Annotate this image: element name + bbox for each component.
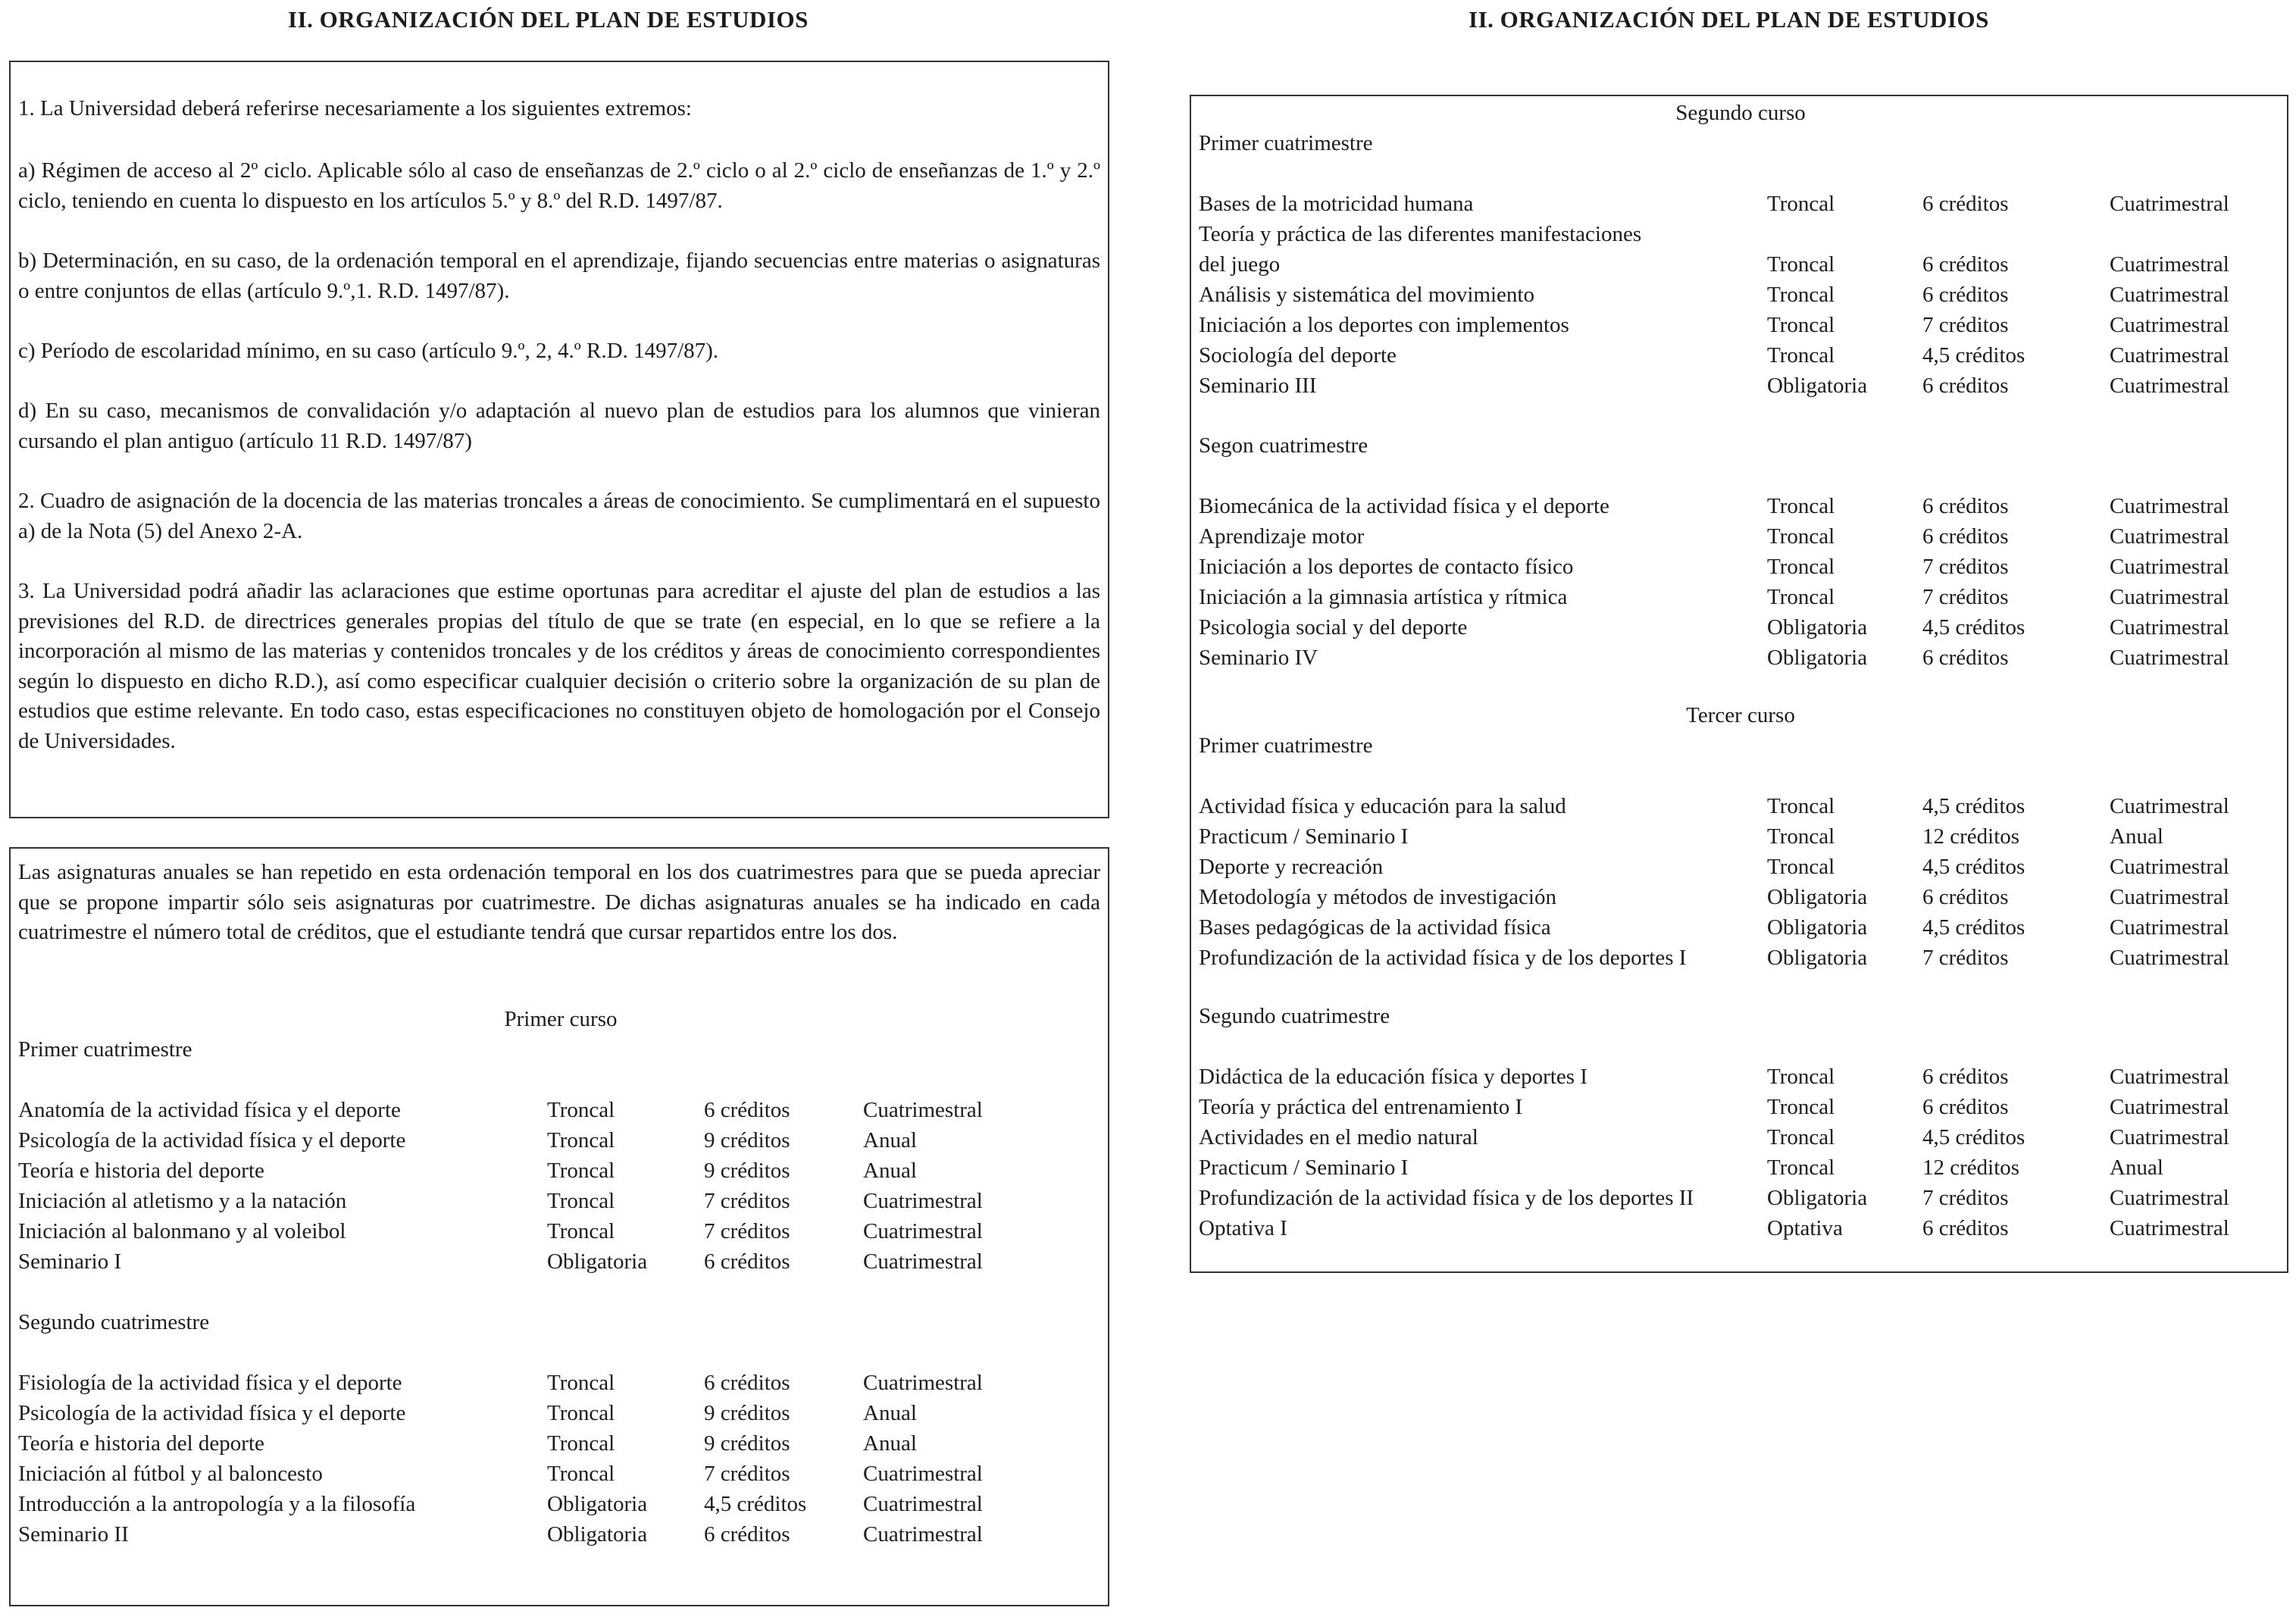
course-type: Troncal <box>547 1128 615 1152</box>
course-credits: 6 créditos <box>704 1522 790 1547</box>
course-row <box>1191 552 2287 582</box>
course-subject: Practicum / Seminario I <box>1199 1156 1409 1180</box>
course-period: Cuatrimestral <box>2110 555 2229 579</box>
course-subject: Optativa I <box>1199 1216 1287 1240</box>
course-type: Troncal <box>547 1371 615 1395</box>
course-row <box>1191 189 2287 219</box>
course-subject: Psicologia social y del deporte <box>1199 615 1468 640</box>
course-subject: Profundización de la actividad física y de los deportes II <box>1199 1186 1694 1210</box>
course-subject: Fisiología de la actividad física y el deporte <box>18 1371 402 1395</box>
course-period: Cuatrimestral <box>863 1219 983 1243</box>
course-type: Obligatoria <box>1767 646 1868 670</box>
course-row <box>11 1216 1108 1246</box>
first-semester-title: Primer cuatrimestre <box>18 1037 192 1062</box>
course-row <box>1191 582 2287 612</box>
course-period: Cuatrimestral <box>2110 1065 2229 1089</box>
course-period: Anual <box>2110 824 2163 849</box>
course-credits: 9 créditos <box>704 1401 790 1425</box>
course-subject: Introducción a la antropología y a la filosofía <box>18 1492 416 1516</box>
instructions-box <box>9 61 1109 818</box>
course-period: Cuatrimestral <box>2110 794 2229 818</box>
course-row <box>11 1398 1108 1428</box>
course-credits: 7 créditos <box>1922 313 2009 337</box>
course-row <box>1191 1152 2287 1183</box>
course-row <box>11 1186 1108 1216</box>
course-row <box>1191 521 2287 552</box>
course-period: Cuatrimestral <box>2110 192 2229 216</box>
course-period: Cuatrimestral <box>2110 283 2229 307</box>
course-period: Cuatrimestral <box>2110 252 2229 277</box>
course-credits: 6 créditos <box>1922 374 2009 398</box>
course-type: Troncal <box>547 1462 615 1486</box>
course-type: Troncal <box>1767 824 1835 849</box>
course-row <box>11 1368 1108 1398</box>
course-period: Cuatrimestral <box>2110 343 2229 367</box>
course-subject: Iniciación al atletismo y a la natación <box>18 1189 347 1213</box>
paragraph-b: b) Determinación, en su caso, de la ordenación temporal en el aprendizaje, fijando secuencias entre materias o asignaturas o entre conjuntos de ellas (artículo 9.º,1. R.D. 1497/87). <box>18 249 1100 303</box>
paragraph-3: 3. La Universidad podrá añadir las aclaraciones que estime oportunas para acreditar el ajuste del plan de estudios a las previsiones del R.D. de directrices generales propias del título de que se trate (en especial, en lo que se refiere a la incorporación al mismo de las materias y contenidos troncales y de los créditos y áreas de conocimiento correspondientes según lo dispuesto en dicho R.D.), así como especificar cualquier decisión o criterio sobre la organización de su plan de estudios que estime relevante. En todo caso, estas especificaciones no constituyen objeto de homologación por el Consejo de Universidades. <box>18 579 1100 753</box>
course-period: Anual <box>863 1128 917 1152</box>
course-credits: 7 créditos <box>704 1462 790 1486</box>
course-subject: Seminario III <box>1199 374 1317 398</box>
course-period: Cuatrimestral <box>863 1492 983 1516</box>
course-type: Troncal <box>1767 283 1835 307</box>
course-credits: 7 créditos <box>1922 946 2009 970</box>
course-type: Troncal <box>1767 1125 1835 1149</box>
course-subject: Iniciación a los deportes con implementos <box>1199 313 1569 337</box>
course-period: Cuatrimestral <box>2110 524 2229 549</box>
course-period: Cuatrimestral <box>2110 615 2229 640</box>
course-credits: 4,5 créditos <box>1922 794 2025 818</box>
course-subject: Seminario II <box>18 1522 129 1547</box>
y3-second-semester-title: Segundo cuatrimestre <box>1199 1004 1390 1028</box>
course-credits: 6 créditos <box>1922 494 2009 518</box>
course-row <box>1191 1213 2287 1243</box>
course-credits: 6 créditos <box>704 1371 790 1395</box>
course-credits: 12 créditos <box>1922 824 2020 849</box>
course-subject: del juego <box>1199 252 1281 277</box>
second-semester-title: Segundo cuatrimestre <box>18 1310 210 1334</box>
course-type: Obligatoria <box>1767 915 1868 940</box>
course-row <box>11 1428 1108 1459</box>
paragraph-2: 2. Cuadro de asignación de la docencia de las materias troncales a áreas de conocimiento. Se cumplimentará en el supuesto a) de la Nota (5) del Anexo 2-A. <box>18 489 1100 543</box>
y2-second-semester-title: Segon cuatrimestre <box>1199 433 1369 458</box>
course-credits: 6 créditos <box>1922 524 2009 549</box>
paragraph-c: c) Período de escolaridad mínimo, en su caso (artículo 9.º, 2, 4.º R.D. 1497/87). <box>18 339 719 363</box>
left-page-heading: II. ORGANIZACIÓN DEL PLAN DE ESTUDIOS <box>288 6 809 33</box>
right-page-heading: II. ORGANIZACIÓN DEL PLAN DE ESTUDIOS <box>1469 6 1989 33</box>
course-type: Troncal <box>1767 524 1835 549</box>
first-year-title: Primer curso <box>504 1007 618 1031</box>
course-row <box>11 1459 1108 1489</box>
course-type: Troncal <box>1767 794 1835 818</box>
paragraph-d: d) En su caso, mecanismos de convalidación y/o adaptación al nuevo plan de estudios para los alumnos que vinieran cursando el plan antiguo (artículo 11 R.D. 1497/87) <box>18 399 1100 453</box>
course-subject: Iniciación a la gimnasia artística y rítmica <box>1199 585 1568 609</box>
course-type: Obligatoria <box>1767 885 1868 909</box>
course-type: Troncal <box>547 1401 615 1425</box>
course-credits: 7 créditos <box>1922 555 2009 579</box>
course-period: Cuatrimestral <box>2110 855 2229 879</box>
course-subject: Seminario IV <box>1199 646 1318 670</box>
y2-first-semester-title: Primer cuatrimestre <box>1199 131 1373 155</box>
course-row <box>1191 491 2287 521</box>
course-row <box>1191 943 2287 973</box>
course-type: Troncal <box>1767 555 1835 579</box>
course-credits: 6 créditos <box>1922 1095 2009 1119</box>
course-type: Obligatoria <box>1767 615 1868 640</box>
course-subject: Análisis y sistemática del movimiento <box>1199 283 1534 307</box>
course-period: Cuatrimestral <box>2110 1125 2229 1149</box>
course-period: Cuatrimestral <box>2110 915 2229 940</box>
course-period: Anual <box>863 1401 917 1425</box>
course-row <box>1191 852 2287 882</box>
course-type: Troncal <box>1767 1156 1835 1180</box>
course-credits: 4,5 créditos <box>1922 915 2025 940</box>
course-period: Cuatrimestral <box>863 1098 983 1122</box>
course-row <box>1191 310 2287 340</box>
course-row <box>11 1519 1108 1550</box>
course-period: Cuatrimestral <box>863 1249 983 1274</box>
course-subject: Actividades en el medio natural <box>1199 1125 1478 1149</box>
course-subject: Psicología de la actividad física y el deporte <box>18 1128 406 1152</box>
course-row <box>11 1156 1108 1186</box>
course-subject: Actividad física y educación para la salud <box>1199 794 1566 818</box>
course-type: Troncal <box>547 1189 615 1213</box>
course-type: Troncal <box>547 1159 615 1183</box>
third-year-title: Tercer curso <box>1686 703 1795 727</box>
course-credits: 6 créditos <box>1922 252 2009 277</box>
course-credits: 4,5 créditos <box>1922 343 2025 367</box>
course-period: Cuatrimestral <box>2110 646 2229 670</box>
course-credits: 4,5 créditos <box>1922 855 2025 879</box>
course-subject: Anatomía de la actividad física y el deporte <box>18 1098 401 1122</box>
course-type: Troncal <box>547 1219 615 1243</box>
course-credits: 6 créditos <box>1922 646 2009 670</box>
paragraph-a: a) Régimen de acceso al 2º ciclo. Aplicable sólo al caso de enseñanzas de 2.º ciclo o al 2.º ciclo de enseñanzas de 1.º y 2.º ciclo, teniendo en cuenta lo dispuesto en los artículos 5.º y 8.º del R.D. 1497/87. <box>18 158 1100 213</box>
course-credits: 6 créditos <box>1922 1216 2009 1240</box>
course-period: Cuatrimestral <box>863 1371 983 1395</box>
course-row <box>1191 882 2287 912</box>
course-type: Troncal <box>547 1098 615 1122</box>
course-row <box>1191 912 2287 943</box>
course-subject: Deporte y recreación <box>1199 855 1384 879</box>
second-year-title: Segundo curso <box>1675 101 1806 125</box>
course-row <box>1191 791 2287 821</box>
course-row <box>1191 1092 2287 1122</box>
y3-first-semester-title: Primer cuatrimestre <box>1199 733 1373 758</box>
course-period: Cuatrimestral <box>2110 313 2229 337</box>
course-subject: Aprendizaje motor <box>1199 524 1365 549</box>
course-credits: 6 créditos <box>1922 1065 2009 1089</box>
course-subject: Sociología del deporte <box>1199 343 1397 367</box>
course-subject: Practicum / Seminario I <box>1199 824 1409 849</box>
course-credits: 4,5 créditos <box>704 1492 807 1516</box>
course-subject: Teoría e historia del deporte <box>18 1159 264 1183</box>
course-row <box>1191 280 2287 310</box>
course-credits: 4,5 créditos <box>1922 1125 2025 1149</box>
course-period: Cuatrimestral <box>2110 1216 2229 1240</box>
course-type: Troncal <box>1767 1095 1835 1119</box>
course-type: Obligatoria <box>547 1249 648 1274</box>
course-type: Obligatoria <box>547 1522 648 1547</box>
course-row <box>11 1246 1108 1277</box>
paragraph-1: 1. La Universidad deberá referirse necesariamente a los siguientes extremos: <box>18 96 692 120</box>
course-period: Anual <box>863 1431 917 1456</box>
course-row <box>11 1095 1108 1125</box>
second-third-year-box <box>1190 95 2288 1273</box>
course-subject: Metodología y métodos de investigación <box>1199 885 1556 909</box>
course-credits: 7 créditos <box>1922 1186 2009 1210</box>
course-credits: 6 créditos <box>704 1098 790 1122</box>
course-row <box>1191 219 2287 249</box>
course-subject: Iniciación al fútbol y al baloncesto <box>18 1462 323 1486</box>
course-credits: 7 créditos <box>704 1189 790 1213</box>
course-credits: 6 créditos <box>1922 885 2009 909</box>
course-type: Troncal <box>1767 855 1835 879</box>
course-row <box>1191 1122 2287 1152</box>
course-row <box>1191 371 2287 401</box>
course-credits: 7 créditos <box>704 1219 790 1243</box>
course-credits: 9 créditos <box>704 1128 790 1152</box>
course-subject: Bases pedagógicas de la actividad física <box>1199 915 1551 940</box>
course-subject: Iniciación al balonmano y al voleibol <box>18 1219 346 1243</box>
course-type: Troncal <box>1767 313 1835 337</box>
course-type: Obligatoria <box>1767 1186 1868 1210</box>
course-row <box>1191 340 2287 371</box>
course-period: Cuatrimestral <box>863 1522 983 1547</box>
course-type: Optativa <box>1767 1216 1843 1240</box>
course-subject: Teoría e historia del deporte <box>18 1431 264 1456</box>
course-credits: 7 créditos <box>1922 585 2009 609</box>
course-subject: Teoría y práctica del entrenamiento I <box>1199 1095 1523 1119</box>
course-type: Troncal <box>1767 585 1835 609</box>
course-row <box>11 1125 1108 1156</box>
course-row <box>1191 1062 2287 1092</box>
course-type: Troncal <box>1767 252 1835 277</box>
course-period: Anual <box>863 1159 917 1183</box>
course-period: Cuatrimestral <box>863 1462 983 1486</box>
course-period: Cuatrimestral <box>2110 1095 2229 1119</box>
course-type: Troncal <box>1767 1065 1835 1089</box>
course-subject: Iniciación a los deportes de contacto físico <box>1199 555 1574 579</box>
course-type: Troncal <box>1767 343 1835 367</box>
course-credits: 6 créditos <box>1922 192 2009 216</box>
course-type: Obligatoria <box>1767 946 1868 970</box>
course-type: Obligatoria <box>547 1492 648 1516</box>
course-type: Troncal <box>547 1431 615 1456</box>
course-period: Cuatrimestral <box>863 1189 983 1213</box>
course-subject: Seminario I <box>18 1249 122 1274</box>
course-row <box>1191 821 2287 852</box>
course-type: Obligatoria <box>1767 374 1868 398</box>
course-credits: 6 créditos <box>1922 283 2009 307</box>
course-credits: 6 créditos <box>704 1249 790 1274</box>
first-year-box <box>9 847 1109 1606</box>
course-subject: Teoría y práctica de las diferentes manifestaciones <box>1199 222 1642 246</box>
course-credits: 9 créditos <box>704 1431 790 1456</box>
course-period: Cuatrimestral <box>2110 1186 2229 1210</box>
course-subject: Biomecánica de la actividad física y el deporte <box>1199 494 1609 518</box>
course-credits: 12 créditos <box>1922 1156 2020 1180</box>
course-subject: Profundización de la actividad física y de los deportes I <box>1199 946 1687 970</box>
course-type: Troncal <box>1767 192 1835 216</box>
course-row <box>11 1489 1108 1519</box>
course-type: Troncal <box>1767 494 1835 518</box>
annual-subjects-note: Las asignaturas anuales se han repetido en esta ordenación temporal en los dos cuatrimestres para que se pueda apreciar que se propone impartir sólo seis asignaturas por cuatrimestre. De dichas asignaturas anuales se ha indicado en cada cuatrimestre el número total de créditos, que el estudiante tendrá que cursar repartidos entre los dos. <box>18 860 1100 944</box>
course-row <box>1191 1183 2287 1213</box>
course-period: Cuatrimestral <box>2110 494 2229 518</box>
course-subject: Didáctica de la educación física y deportes I <box>1199 1065 1587 1089</box>
course-period: Cuatrimestral <box>2110 946 2229 970</box>
course-row <box>1191 643 2287 673</box>
course-period: Anual <box>2110 1156 2163 1180</box>
course-subject: Psicología de la actividad física y el deporte <box>18 1401 406 1425</box>
course-period: Cuatrimestral <box>2110 585 2229 609</box>
course-period: Cuatrimestral <box>2110 885 2229 909</box>
course-row <box>1191 249 2287 280</box>
course-credits: 9 créditos <box>704 1159 790 1183</box>
course-row <box>1191 612 2287 643</box>
course-period: Cuatrimestral <box>2110 374 2229 398</box>
course-credits: 4,5 créditos <box>1922 615 2025 640</box>
course-subject: Bases de la motricidad humana <box>1199 192 1474 216</box>
